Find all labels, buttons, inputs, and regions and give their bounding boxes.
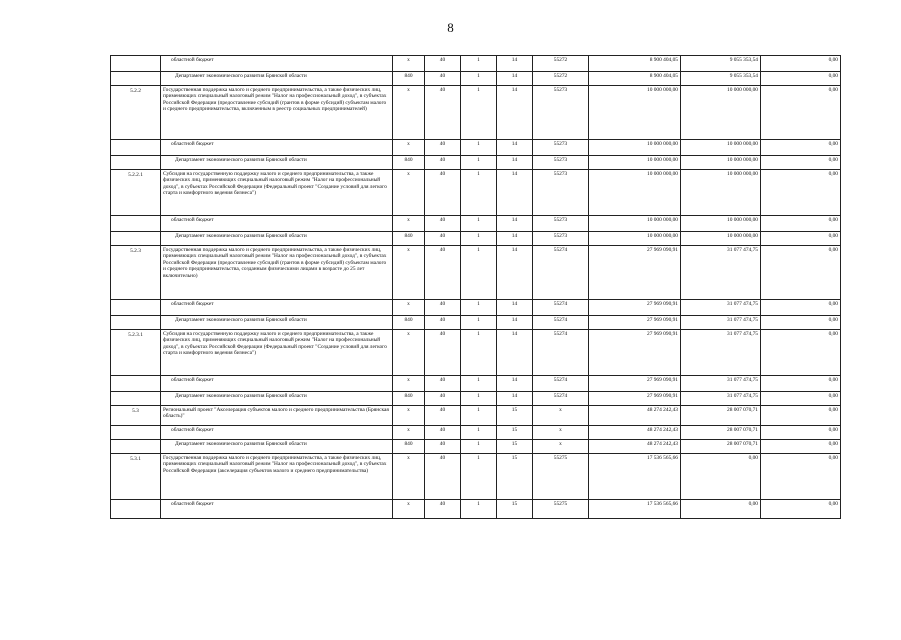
cell-num [111, 316, 161, 330]
cell-x: х [393, 406, 425, 426]
cell-a: 40 [425, 232, 461, 246]
table-row [111, 156, 841, 170]
cell-b: 1 [461, 72, 497, 86]
cell-c: 14 [497, 376, 533, 392]
cell-a: 40 [425, 156, 461, 170]
cell-v2: 28 007 070,71 [681, 426, 761, 440]
cell-v3: 0,00 [761, 426, 841, 440]
table-row [111, 406, 841, 426]
table-row [111, 216, 841, 232]
cell-v3: 0,00 [761, 56, 841, 72]
cell-v3: 0,00 [761, 300, 841, 316]
cell-c: 14 [497, 72, 533, 86]
cell-v3: 0,00 [761, 72, 841, 86]
cell-v1: 10 000 000,00 [589, 156, 681, 170]
cell-name: областной бюджет [161, 56, 393, 72]
cell-v3: 0,00 [761, 392, 841, 406]
cell-v3: 0,00 [761, 156, 841, 170]
cell-a: 40 [425, 56, 461, 72]
cell-name: Государственная поддержка малого и среднего предпринимательства, а также физических лиц, применяющих специальный налоговый режим "Налог на профессиональный доход", в субъектах Российской Федерации (предоставление субсидий (грантов в форме субсидий) субъектам малого и среднего предпринимательства, созданным физическими лицами в возрасте до 25 лет включительно) [161, 246, 393, 300]
cell-code: 55275 [533, 500, 589, 519]
cell-b: 1 [461, 406, 497, 426]
cell-c: 14 [497, 232, 533, 246]
cell-x: х [393, 216, 425, 232]
budget-table [110, 55, 841, 519]
cell-num [111, 232, 161, 246]
cell-v1: 27 969 090,91 [589, 392, 681, 406]
cell-name: Департамент экономического развития Брянской области [161, 316, 393, 330]
cell-v1: 48 274 242,43 [589, 406, 681, 426]
cell-c: 14 [497, 316, 533, 330]
cell-v2: 31 077 474,75 [681, 300, 761, 316]
cell-v2: 10 000 000,00 [681, 170, 761, 216]
cell-x: х [393, 330, 425, 376]
cell-x: 840 [393, 392, 425, 406]
cell-b: 1 [461, 330, 497, 376]
cell-b: 1 [461, 216, 497, 232]
cell-b: 1 [461, 500, 497, 519]
cell-a: 40 [425, 170, 461, 216]
cell-a: 40 [425, 316, 461, 330]
cell-code: х [533, 426, 589, 440]
table-row [111, 140, 841, 156]
cell-name: Государственная поддержка малого и среднего предпринимательства, а также физических лиц, применяющих специальный налоговый режим "Налог на профессиональный доход", в субъектах Российской Федерации (предоставление субсидий (грантов в форме субсидий) субъектам малого и среднего предпринимательства, включенным в реестр социальных предпринимателей) [161, 86, 393, 140]
cell-a: 40 [425, 330, 461, 376]
cell-x: х [393, 426, 425, 440]
cell-v2: 31 077 474,75 [681, 246, 761, 300]
cell-v1: 48 274 242,43 [589, 426, 681, 440]
cell-c: 15 [497, 440, 533, 454]
cell-code: 55274 [533, 376, 589, 392]
cell-b: 1 [461, 440, 497, 454]
table-row [111, 170, 841, 216]
cell-code: 55274 [533, 392, 589, 406]
cell-v1: 27 969 090,91 [589, 376, 681, 392]
cell-v1: 27 969 090,91 [589, 300, 681, 316]
cell-num [111, 300, 161, 316]
cell-x: х [393, 376, 425, 392]
cell-code: 55275 [533, 454, 589, 500]
cell-code: 55273 [533, 86, 589, 140]
cell-b: 1 [461, 86, 497, 140]
cell-code: 55273 [533, 140, 589, 156]
cell-num [111, 392, 161, 406]
cell-v1: 17 536 565,66 [589, 500, 681, 519]
table-body [111, 56, 841, 519]
cell-a: 40 [425, 406, 461, 426]
cell-v1: 27 969 090,91 [589, 316, 681, 330]
cell-name: Департамент экономического развития Брянской области [161, 156, 393, 170]
cell-x: х [393, 56, 425, 72]
cell-x: 840 [393, 72, 425, 86]
cell-num: 5.2.2.1 [111, 170, 161, 216]
cell-num: 5.2.3 [111, 246, 161, 300]
cell-num [111, 500, 161, 519]
table-row [111, 426, 841, 440]
cell-c: 14 [497, 86, 533, 140]
cell-name: Департамент экономического развития Брянской области [161, 440, 393, 454]
cell-c: 14 [497, 392, 533, 406]
cell-v1: 17 536 565,66 [589, 454, 681, 500]
table-row [111, 232, 841, 246]
cell-b: 1 [461, 170, 497, 216]
page-number: 8 [447, 20, 454, 35]
cell-c: 14 [497, 246, 533, 300]
cell-c: 15 [497, 500, 533, 519]
cell-num: 5.2.2 [111, 86, 161, 140]
cell-v2: 31 077 474,75 [681, 330, 761, 376]
cell-num [111, 426, 161, 440]
cell-c: 15 [497, 454, 533, 500]
cell-code: 55273 [533, 232, 589, 246]
table-row [111, 500, 841, 519]
cell-v2: 10 000 000,00 [681, 232, 761, 246]
cell-c: 14 [497, 216, 533, 232]
cell-b: 1 [461, 392, 497, 406]
cell-v3: 0,00 [761, 406, 841, 426]
cell-a: 40 [425, 300, 461, 316]
cell-v3: 0,00 [761, 454, 841, 500]
cell-v1: 10 000 000,00 [589, 232, 681, 246]
cell-b: 1 [461, 300, 497, 316]
cell-v3: 0,00 [761, 216, 841, 232]
cell-code: х [533, 406, 589, 426]
cell-v2: 31 077 474,75 [681, 316, 761, 330]
cell-a: 40 [425, 72, 461, 86]
table-row [111, 330, 841, 376]
cell-num: 5.3 [111, 406, 161, 426]
cell-v1: 8 900 404,05 [589, 72, 681, 86]
cell-code: 55273 [533, 170, 589, 216]
cell-v2: 10 000 000,00 [681, 86, 761, 140]
table-row [111, 56, 841, 72]
cell-name: Государственная поддержка малого и среднего предпринимательства, а также физических лиц, применяющих специальный налоговый режим "Налог на профессиональный доход", в субъектах Российской Федерации (акселерация субъектов малого и среднего предпринимательства) [161, 454, 393, 500]
cell-v3: 0,00 [761, 500, 841, 519]
cell-num: 5.3.1 [111, 454, 161, 500]
cell-v3: 0,00 [761, 170, 841, 216]
cell-num [111, 216, 161, 232]
cell-code: 55274 [533, 300, 589, 316]
cell-v1: 27 969 090,91 [589, 246, 681, 300]
cell-b: 1 [461, 376, 497, 392]
cell-c: 14 [497, 140, 533, 156]
cell-name: Департамент экономического развития Брянской области [161, 232, 393, 246]
cell-x: х [393, 300, 425, 316]
cell-v3: 0,00 [761, 330, 841, 376]
cell-a: 40 [425, 216, 461, 232]
cell-a: 40 [425, 426, 461, 440]
cell-a: 40 [425, 86, 461, 140]
cell-b: 1 [461, 56, 497, 72]
table-row [111, 316, 841, 330]
cell-num: 5.2.3.1 [111, 330, 161, 376]
cell-code: 55272 [533, 56, 589, 72]
cell-x: 840 [393, 440, 425, 454]
cell-v3: 0,00 [761, 246, 841, 300]
cell-b: 1 [461, 316, 497, 330]
cell-code: 55273 [533, 156, 589, 170]
cell-v2: 0,00 [681, 454, 761, 500]
cell-v1: 10 000 000,00 [589, 170, 681, 216]
cell-a: 40 [425, 440, 461, 454]
cell-v3: 0,00 [761, 440, 841, 454]
cell-name: Департамент экономического развития Брянской области [161, 72, 393, 86]
cell-code: 55274 [533, 330, 589, 376]
cell-v1: 10 000 000,00 [589, 216, 681, 232]
cell-v2: 10 000 000,00 [681, 216, 761, 232]
cell-v1: 10 000 000,00 [589, 140, 681, 156]
cell-a: 40 [425, 392, 461, 406]
cell-v1: 27 969 090,91 [589, 330, 681, 376]
table-row [111, 440, 841, 454]
cell-code: 55274 [533, 316, 589, 330]
cell-v2: 28 007 070,71 [681, 406, 761, 426]
table-row [111, 72, 841, 86]
cell-num [111, 140, 161, 156]
cell-x: 840 [393, 232, 425, 246]
cell-num [111, 376, 161, 392]
cell-x: х [393, 86, 425, 140]
cell-num [111, 56, 161, 72]
cell-v1: 48 274 242,43 [589, 440, 681, 454]
cell-name: Субсидия на государственную поддержку малого и среднего предпринимательства, а также физических лиц, применяющих специальный налоговый режим "Налог на профессиональный доход", в субъектах Российской Федерации (Федеральный проект "Создание условий для легкого старта и комфортного ведения бизнеса") [161, 170, 393, 216]
cell-a: 40 [425, 140, 461, 156]
cell-name: областной бюджет [161, 376, 393, 392]
cell-a: 40 [425, 454, 461, 500]
table-row [111, 392, 841, 406]
cell-x: х [393, 170, 425, 216]
table-row [111, 454, 841, 500]
cell-code: х [533, 440, 589, 454]
cell-v2: 10 000 000,00 [681, 140, 761, 156]
cell-c: 15 [497, 406, 533, 426]
cell-x: х [393, 454, 425, 500]
table-row [111, 246, 841, 300]
cell-a: 40 [425, 500, 461, 519]
cell-v3: 0,00 [761, 232, 841, 246]
cell-name: областной бюджет [161, 140, 393, 156]
cell-c: 15 [497, 426, 533, 440]
cell-v2: 28 007 070,71 [681, 440, 761, 454]
cell-name: Субсидия на государственную поддержку малого и среднего предпринимательства, а также физических лиц, применяющих специальный налоговый режим "Налог на профессиональный доход", в субъектах Российской Федерации (Федеральный проект "Создание условий для легкого старта и комфортного ведения бизнеса") [161, 330, 393, 376]
cell-b: 1 [461, 156, 497, 170]
cell-x: х [393, 500, 425, 519]
cell-v3: 0,00 [761, 86, 841, 140]
cell-v2: 10 000 000,00 [681, 156, 761, 170]
cell-num [111, 156, 161, 170]
cell-b: 1 [461, 140, 497, 156]
cell-v1: 8 900 404,05 [589, 56, 681, 72]
cell-code: 55274 [533, 246, 589, 300]
cell-num [111, 440, 161, 454]
cell-a: 40 [425, 376, 461, 392]
cell-name: областной бюджет [161, 300, 393, 316]
cell-code: 55273 [533, 216, 589, 232]
cell-x: х [393, 140, 425, 156]
cell-c: 14 [497, 330, 533, 376]
cell-name: областной бюджет [161, 500, 393, 519]
cell-c: 14 [497, 170, 533, 216]
cell-c: 14 [497, 56, 533, 72]
table-row [111, 376, 841, 392]
cell-c: 14 [497, 300, 533, 316]
cell-v2: 0,00 [681, 500, 761, 519]
cell-v3: 0,00 [761, 376, 841, 392]
cell-b: 1 [461, 426, 497, 440]
cell-x: х [393, 246, 425, 300]
cell-a: 40 [425, 246, 461, 300]
cell-x: 840 [393, 156, 425, 170]
cell-v3: 0,00 [761, 316, 841, 330]
cell-code: 55272 [533, 72, 589, 86]
cell-name: областной бюджет [161, 216, 393, 232]
cell-v3: 0,00 [761, 140, 841, 156]
cell-v2: 31 077 474,75 [681, 392, 761, 406]
table-row [111, 86, 841, 140]
cell-b: 1 [461, 246, 497, 300]
cell-c: 14 [497, 156, 533, 170]
cell-v1: 10 000 000,00 [589, 86, 681, 140]
cell-num [111, 72, 161, 86]
cell-v2: 9 055 353,54 [681, 72, 761, 86]
cell-name: Департамент экономического развития Брянской области [161, 392, 393, 406]
cell-b: 1 [461, 232, 497, 246]
cell-name: областной бюджет [161, 426, 393, 440]
cell-name: Региональный проект "Акселерация субъектов малого и среднего предпринимательства (Брянская область)" [161, 406, 393, 426]
cell-v2: 31 077 474,75 [681, 376, 761, 392]
cell-v2: 9 055 353,54 [681, 56, 761, 72]
cell-b: 1 [461, 454, 497, 500]
cell-x: 840 [393, 316, 425, 330]
table-row [111, 300, 841, 316]
